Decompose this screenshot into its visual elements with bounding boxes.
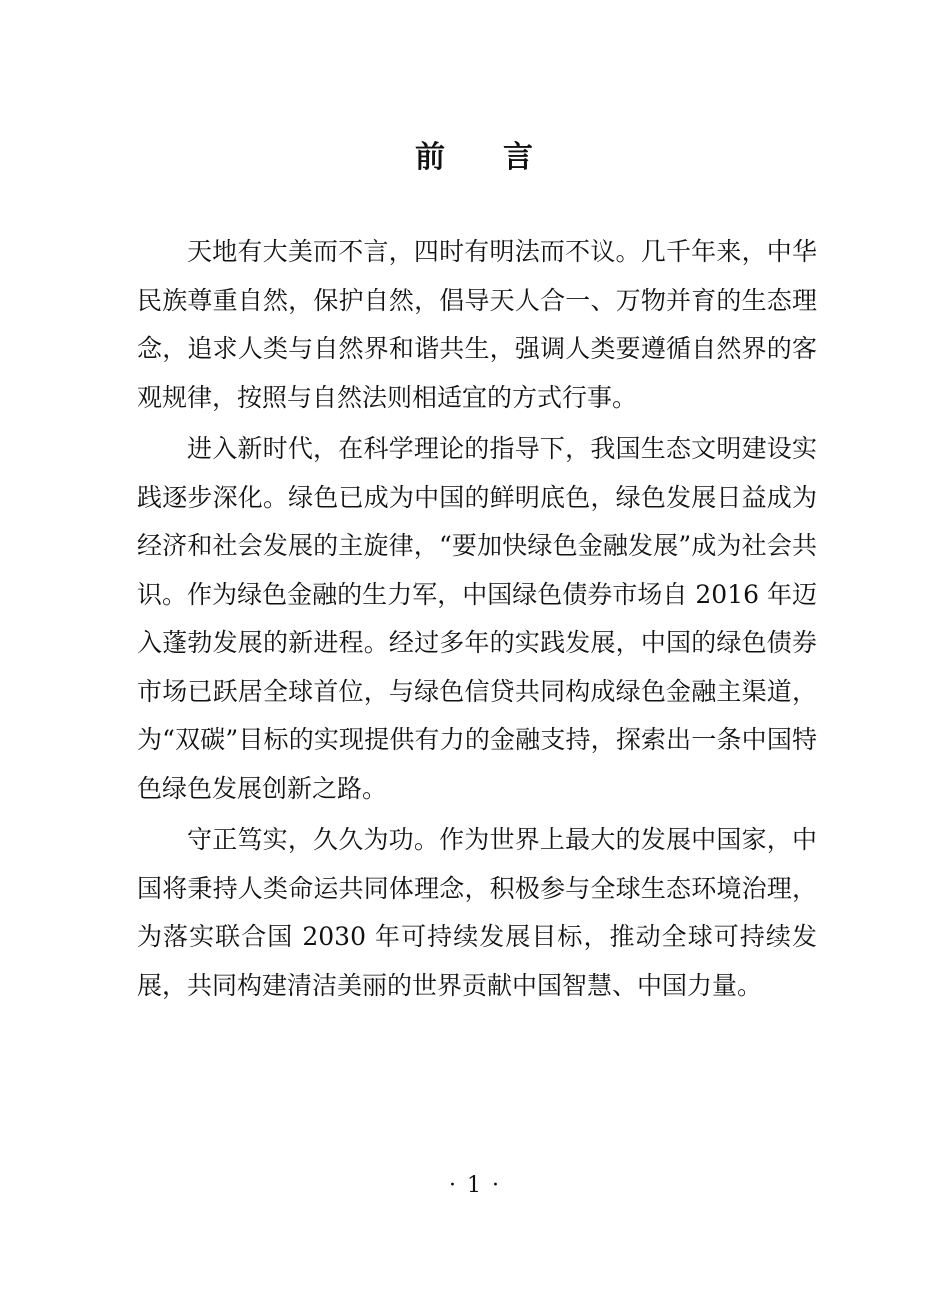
page-title [0,132,950,176]
page-number: · 1 · [449,1173,501,1198]
paragraph-2: 进入新时代，在科学理论的指导下，我国生态文明建设实践逐步深化。绿色已成为中国的鲜明底色，绿色发展日益成为经济和社会发展的主旋律，“要加快绿色金融发展”成为社会共识。作为绿色金融的生力军，中国绿色债券市场自 2016 年迈入蓬勃发展的新进程。经过多年的实践发展，中国的绿色债券市场已跃居全球首位，与绿色信贷共同构成绿色金融主渠道，为“双碳”目标的实现提供有力的金融支持，探索出一条中国特色绿色发展创新之路。 [137,434,817,803]
title-char-2: 言 [503,140,535,175]
paragraph-3: 守正笃实，久久为功。作为世界上最大的发展中国家，中国将秉持人类命运共同体理念，积极参与全球生态环境治理，为落实联合国 2030 年可持续发展目标，推动全球可持续发展，共同构建清洁美丽的世界贡献中国智慧、中国力量。 [137,825,817,1000]
preface-body [137,228,817,1013]
paragraph-1: 天地有大美而不言，四时有明法而不议。几千年来，中华民族尊重自然，保护自然，倡导天人合一、万物并育的生态理念，追求人类与自然界和谐共生，强调人类要遵循自然界的客观规律，按照与自然法则相适宜的方式行事。 [137,237,817,412]
title-char-1: 前 [415,140,447,175]
